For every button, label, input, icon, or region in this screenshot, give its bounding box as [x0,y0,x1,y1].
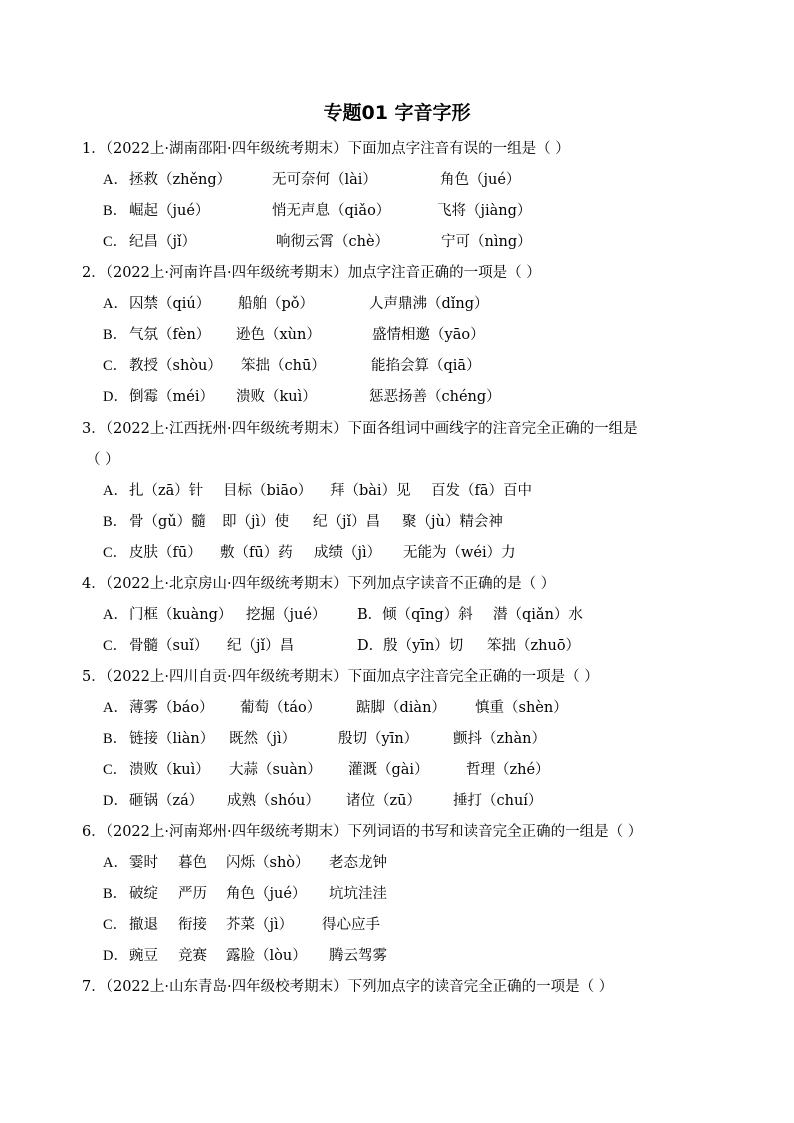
option-item: 颤抖（zhàn） [453,731,546,747]
option-item: B．倾（qīng）斜 [357,607,473,623]
option-item: 成熟（shóu） [227,793,320,809]
option-item: 薄雾（báo） [129,700,214,716]
page-title: 专题01 字音字形 [323,102,471,124]
option-item: 腾云驾雾 [329,948,387,964]
option-item: 倒霉（méi） [129,389,214,405]
option-item: 囚禁（qiú） [129,296,211,312]
option-item: 纪（jǐ）昌 [227,638,295,654]
option-item: 得心应手 [322,917,380,933]
option-item: 砸锅（zá） [129,793,204,809]
option-letter: C． [103,234,128,250]
option-item: 溃败（kuì） [129,762,210,778]
option-letter: A． [103,855,128,871]
option-item: 响彻云霄（chè） [276,234,390,250]
option-item: 潜（qiǎn）水 [493,607,583,623]
option-item: 灌溉（gài） [348,762,429,778]
option-item: 教授（shòu） [129,358,222,374]
option-letter: B． [103,514,128,530]
option-item: 纪（jǐ）昌 [313,514,381,530]
option-item: 百发（fā）百中 [431,483,533,499]
option-letter: C． [103,638,128,654]
question-4-stem: 4．（2022上·北京房山·四年级统考期末）下列加点字读音不正确的是（ ） [82,576,556,592]
option-item: 闪烁（shò） [226,855,310,871]
option-letter: D． [103,793,128,809]
question-3-stem-cont: （ ） [86,452,120,468]
question-1-stem: 1．（2022上·湖南邵阳·四年级统考期末）下面加点字注音有误的一组是（ ） [82,141,570,157]
option-item: 既然（jì） [229,731,297,747]
option-item: 严历 [178,886,207,902]
option-item: 气氛（fèn） [129,327,211,343]
option-item: 盛情相邀（yāo） [372,327,485,343]
question-3-stem: 3．（2022上·江西抚州·四年级统考期末）下面各组词中画线字的注音完全正确的一组是 [82,421,638,437]
option-item: 大蒜（suàn） [229,762,322,778]
question-7-stem: 7．（2022上·山东青岛·四年级校考期末）下列加点字的读音完全正确的一项是（ ） [82,979,614,995]
option-item: 殷切（yīn） [338,731,419,747]
option-item: 纪昌（jǐ） [129,234,197,250]
option-item: 成绩（jì） [314,545,382,561]
option-letter: B． [103,731,128,747]
option-item: 惩恶扬善（chéng） [369,389,501,405]
option-item: 崛起（jué） [129,203,210,219]
option-item: 笨拙（chū） [241,358,326,374]
option-letter: B． [103,203,128,219]
option-item: 破绽 [129,886,158,902]
option-item: 链接（liàn） [129,731,215,747]
question-5-stem: 5．（2022上·四川自贡·四年级统考期末）下面加点字注音完全正确的一项是（ ） [82,669,599,685]
option-item: 捶打（chuí） [453,793,543,809]
option-item: 哲理（zhé） [466,762,550,778]
option-item: 悄无声息（qiǎo） [272,203,391,219]
option-item: 无可奈何（lài） [272,172,377,188]
option-letter: A． [103,172,128,188]
option-item: 拜（bài）见 [330,483,411,499]
option-letter: A． [103,607,128,623]
option-item: 宁可（nìng） [441,234,532,250]
option-item: 葡萄（táo） [240,700,322,716]
option-item: 门框（kuàng） [129,607,233,623]
option-item: 扎（zā）针 [129,483,204,499]
option-item: 目标（biāo） [223,483,313,499]
option-item: 衔接 [178,917,207,933]
option-item: 慎重（shèn） [475,700,568,716]
option-item: 拯救（zhěng） [129,172,232,188]
option-letter: C． [103,545,128,561]
option-letter: C． [103,358,128,374]
option-letter: D． [103,389,128,405]
option-item: 角色（jué） [226,886,307,902]
option-item: 骨（gǔ）髓 [129,514,206,530]
option-item: 笨拙（zhuō） [487,638,581,654]
option-item: 骨髓（suǐ） [129,638,209,654]
option-item: 霎时 [129,855,158,871]
option-item: 撤退 [129,917,158,933]
option-item: 人声鼎沸（dǐng） [369,296,489,312]
option-item: 踮脚（diàn） [356,700,446,716]
option-item: 船舶（pǒ） [238,296,315,312]
option-item: 飞将（jiàng） [437,203,532,219]
option-letter: C． [103,762,128,778]
option-letter: B． [103,886,128,902]
option-item: 无能为（wéi）力 [403,545,516,561]
option-letter: A． [103,483,128,499]
option-item: 暮色 [178,855,207,871]
option-item: 露脸（lòu） [226,948,307,964]
option-letter: A． [103,296,128,312]
option-item: 竞赛 [178,948,207,964]
option-item: 溃败（kuì） [236,389,317,405]
option-item: 诸位（zū） [346,793,421,809]
option-item: 角色（jué） [440,172,521,188]
option-letter: C． [103,917,128,933]
option-letter: A． [103,700,128,716]
option-letter: B． [103,327,128,343]
question-2-stem: 2．（2022上·河南许昌·四年级统考期末）加点字注音正确的一项是（ ） [82,265,541,281]
option-letter: D． [103,948,128,964]
option-item: 能掐会算（qiā） [371,358,481,374]
option-item: D．殷（yīn）切 [357,638,464,654]
option-item: 聚（jù）精会神 [402,514,503,530]
option-item: 皮肤（fū） [129,545,202,561]
question-6-stem: 6．（2022上·河南郑州·四年级统考期末）下列词语的书写和读音完全正确的一组是（ ） [82,824,643,840]
option-item: 老态龙钟 [329,855,387,871]
option-item: 逊色（xùn） [236,327,321,343]
option-item: 芥菜（jì） [226,917,294,933]
option-item: 敷（fū）药 [220,545,293,561]
option-item: 即（jì）使 [222,514,290,530]
option-item: 豌豆 [129,948,158,964]
option-item: 挖掘（jué） [246,607,327,623]
option-item: 坑坑洼洼 [329,886,387,902]
